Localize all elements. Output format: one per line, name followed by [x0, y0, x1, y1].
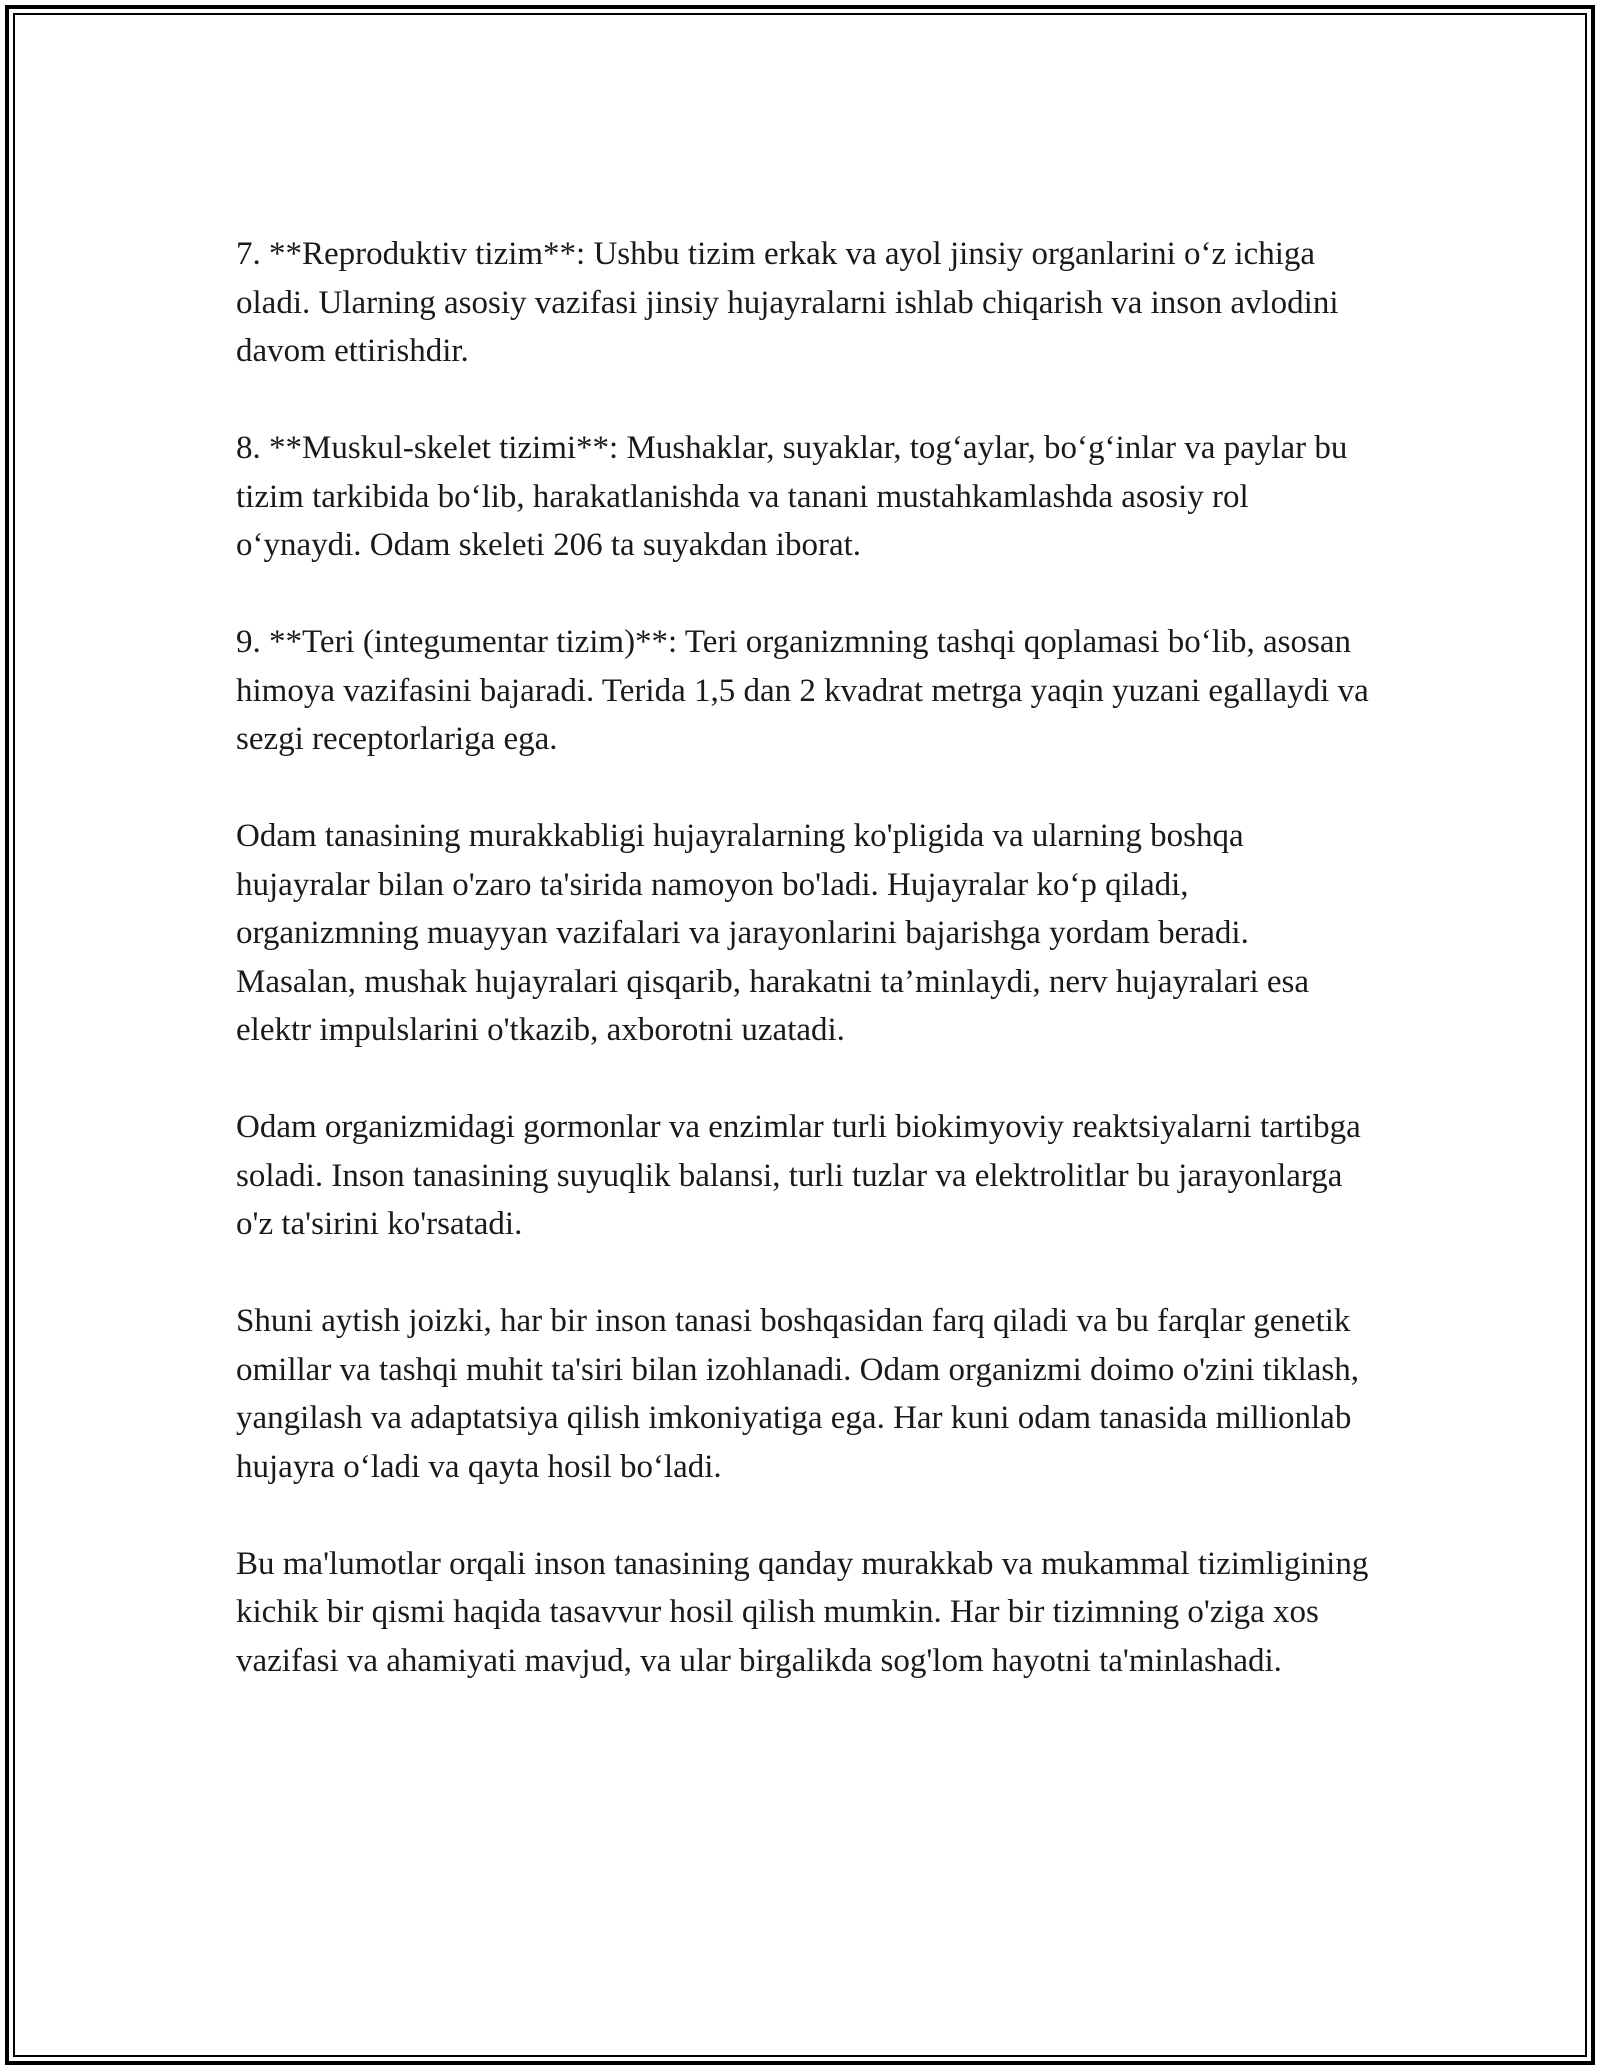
paragraph-conclusion: Bu ma'lumotlar orqali inson tanasining qanday murakkab va mukammal tizimligining kichik bir qismi haqida tasavvur hosil qilish mumkin. Har bir tizimning o'ziga xos vazifasi va ahamiyati mavjud, va ular birgalikda sog'lom hayotni ta'minlashadi.: [236, 1545, 1369, 1679]
paragraph-hormones-enzymes: Odam organizmidagi gormonlar va enzimlar turli biokimyoviy reaktsiyalarni tartibga soladi. Inson tanasining suyuqlik balansi, turli tuzlar va elektrolitlar bu jarayonlarga o'z ta'sirini ko'rsatadi.: [236, 1109, 1361, 1242]
paragraph-reproductive-system: 7. **Reproduktiv tizim**: Ushbu tizim erkak va ayol jinsiy organlarini o‘z ichiga oladi. Ularning asosiy vazifasi jinsiy hujayralarni ishlab chiqarish va inson avlodini davom ettirishdir.: [236, 236, 1339, 369]
document-body: [236, 230, 1376, 1734]
paragraph-musculoskeletal-system: 8. **Muskul-skelet tizimi**: Mushaklar, suyaklar, tog‘aylar, bo‘g‘inlar va paylar bu tizim tarkibida bo‘lib, harakatlanishda va tanani mustahkamlashda asosiy rol o‘ynaydi. Odam skeleti 206 ta suyakdan iborat.: [236, 430, 1348, 563]
paragraph-cell-complexity: Odam tanasining murakkabligi hujayralarning ko'pligida va ularning boshqa hujayralar bilan o'zaro ta'sirida namoyon bo'ladi. Hujayralar ko‘p qiladi, organizmning muayyan vazifalari va jarayonlarini bajarishga yordam beradi. Masalan, mushak hujayralari qisqarib, harakatni ta’minlaydi, nerv hujayralari esa elektr impulslarini o'tkazib, axborotni uzatadi.: [236, 818, 1310, 1048]
paragraph-integumentary-system: 9. **Teri (integumentar tizim)**: Teri organizmning tashqi qoplamasi bo‘lib, asosan himoya vazifasini bajaradi. Terida 1,5 dan 2 kvadrat metrga yaqin yuzani egallaydi va sezgi receptorlariga ega.: [236, 624, 1369, 757]
paragraph-individual-differences: Shuni aytish joizki, har bir inson tanasi boshqasidan farq qiladi va bu farqlar genetik omillar va tashqi muhit ta'siri bilan izohlanadi. Odam organizmi doimo o'zini tiklash, yangilash va adaptatsiya qilish imkoniyatiga ega. Har kuni odam tanasida millionlab hujayra o‘ladi va qayta hosil bo‘ladi.: [236, 1303, 1359, 1485]
